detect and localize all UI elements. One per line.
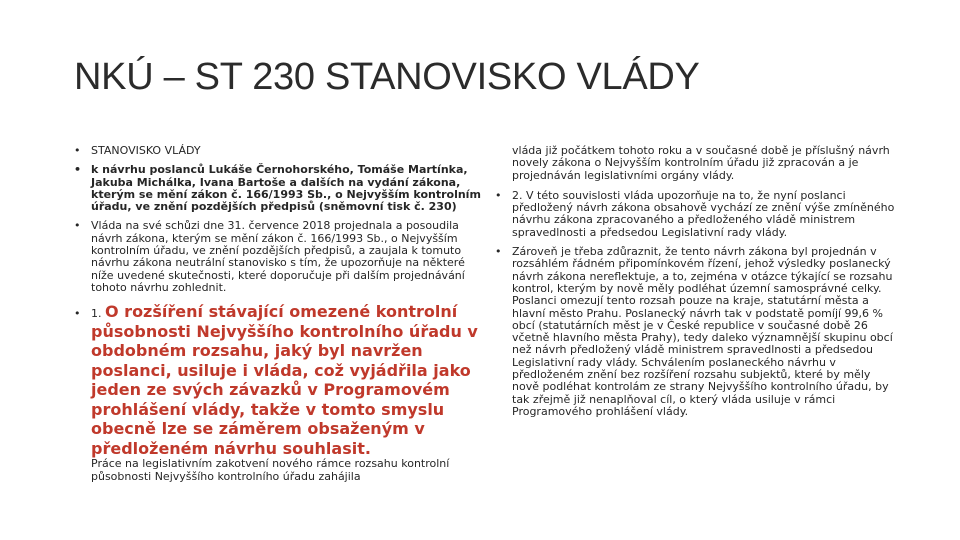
continuation-paragraph: vláda již počátkem tohoto roku a v současné době je příslušný návrh novely zákona o Nejvyšším kontrolním úřadu již zpracován a je projednáván legislativními orgány vlády. — [512, 144, 890, 182]
bullet-item-stanovisko — [74, 145, 486, 157]
bullet-item-rozsireni — [74, 302, 486, 483]
right-column — [495, 145, 895, 425]
bullet-text: STANOVISKO VLÁDY — [91, 144, 201, 157]
slide-title: NKÚ – ST 230 STANOVISKO VLÁDY — [74, 56, 700, 98]
bullet-subtext: Práce na legislativním zakotvení nového rámce rozsahu kontrolní působnosti Nejvyššího kontrolního úřadu zahájila — [91, 457, 450, 483]
item-number: 1. — [91, 307, 102, 321]
left-column — [74, 145, 486, 490]
bullet-icon: • — [74, 307, 81, 321]
bullet-item-vlada — [74, 220, 486, 294]
bullet-icon: • — [74, 219, 81, 233]
bullet-item-souvislost — [495, 190, 895, 239]
bullet-item-navrh — [74, 164, 486, 213]
highlighted-heading: O rozšíření stávající omezené kontrolní působnosti Nejvyššího kontrolního úřadu v obdobném rozsahu, jaký byl navržen poslanci, usiluje i vláda, což vyjádřila jako jeden ze svých závazků v Programovém prohlášení vlády, takže v tomto smyslu obecně lze se záměrem obsaženým v předloženém návrhu souhlasit. — [91, 302, 478, 458]
bullet-icon: • — [74, 144, 81, 157]
bullet-icon: • — [495, 188, 502, 202]
bullet-icon: • — [495, 245, 502, 259]
bullet-text: Zároveň je třeba zdůraznit, že tento návrh zákona byl projednán v rozsáhlém řádném připomínkovém řízení, jehož výsledky poslanecký návrh zákona nereflektuje, a to, zejména v otázce týkající se rozsahu kontrol, kterým by nově měly podléhat územní samosprávné celky. Poslanci omezují tento rozsah pouze na kraje, statutární města a hlavní město Prahu. Poslanecký návrh tak v podstatě pomíjí 99,6 % obcí (statutárních měst je v České republice v současné době 26 včetně hlavního města Prahy), tedy daleko významnější skupinu obcí než návrh předložený vládě ministrem spravedlnosti a předsedou Legislativní rady vlády. Schválením poslaneckého návrhu v předloženém znění bez rozšíření rozsahu subjektů, které by měly nově podléhat kontrolám ze strany Nejvyššího kontrolního úřadu, by tak zřejmě již nenaplňoval cíl, o který vláda usiluje v rámci Programového prohlášení vlády. — [512, 245, 893, 418]
bullet-text: 2. V této souvislosti vláda upozorňuje na to, že nyní poslanci předložený návrh zákona obsahově vychází ze znění výše zmíněného návrhu zákona zpracovaného a předloženého vládě ministrem spravedlnosti a předsedou Legislativní rady vlády. — [512, 188, 895, 239]
bullet-item-zaroven — [495, 246, 895, 418]
bullet-text: k návrhu poslanců Lukáše Černohorského, Tomáše Martínka, Jakuba Michálka, Ivana Bartoše a dalších na vydání zákona, kterým se mění zákon č. 166/1993 Sb., o Nejvyšším kontrolním úřadu, ve znění pozdějších předpisů (sněmovní tisk č. 230) — [91, 163, 481, 214]
bullet-text: Vláda na své schůzi dne 31. července 2018 projednala a posoudila návrh zákona, kterým se mění zákon č. 166/1993 Sb., o Nejvyšším kontrolním úřadu, ve znění pozdějších předpisů, a zaujala k tomuto návrhu zákona neutrální stanovisko s tím, že upozorňuje na některé níže uvedené skutečnosti, které doporučuje při dalším projednávání tohoto návrhu zohlednit. — [91, 219, 465, 294]
bullet-icon: • — [74, 163, 82, 177]
